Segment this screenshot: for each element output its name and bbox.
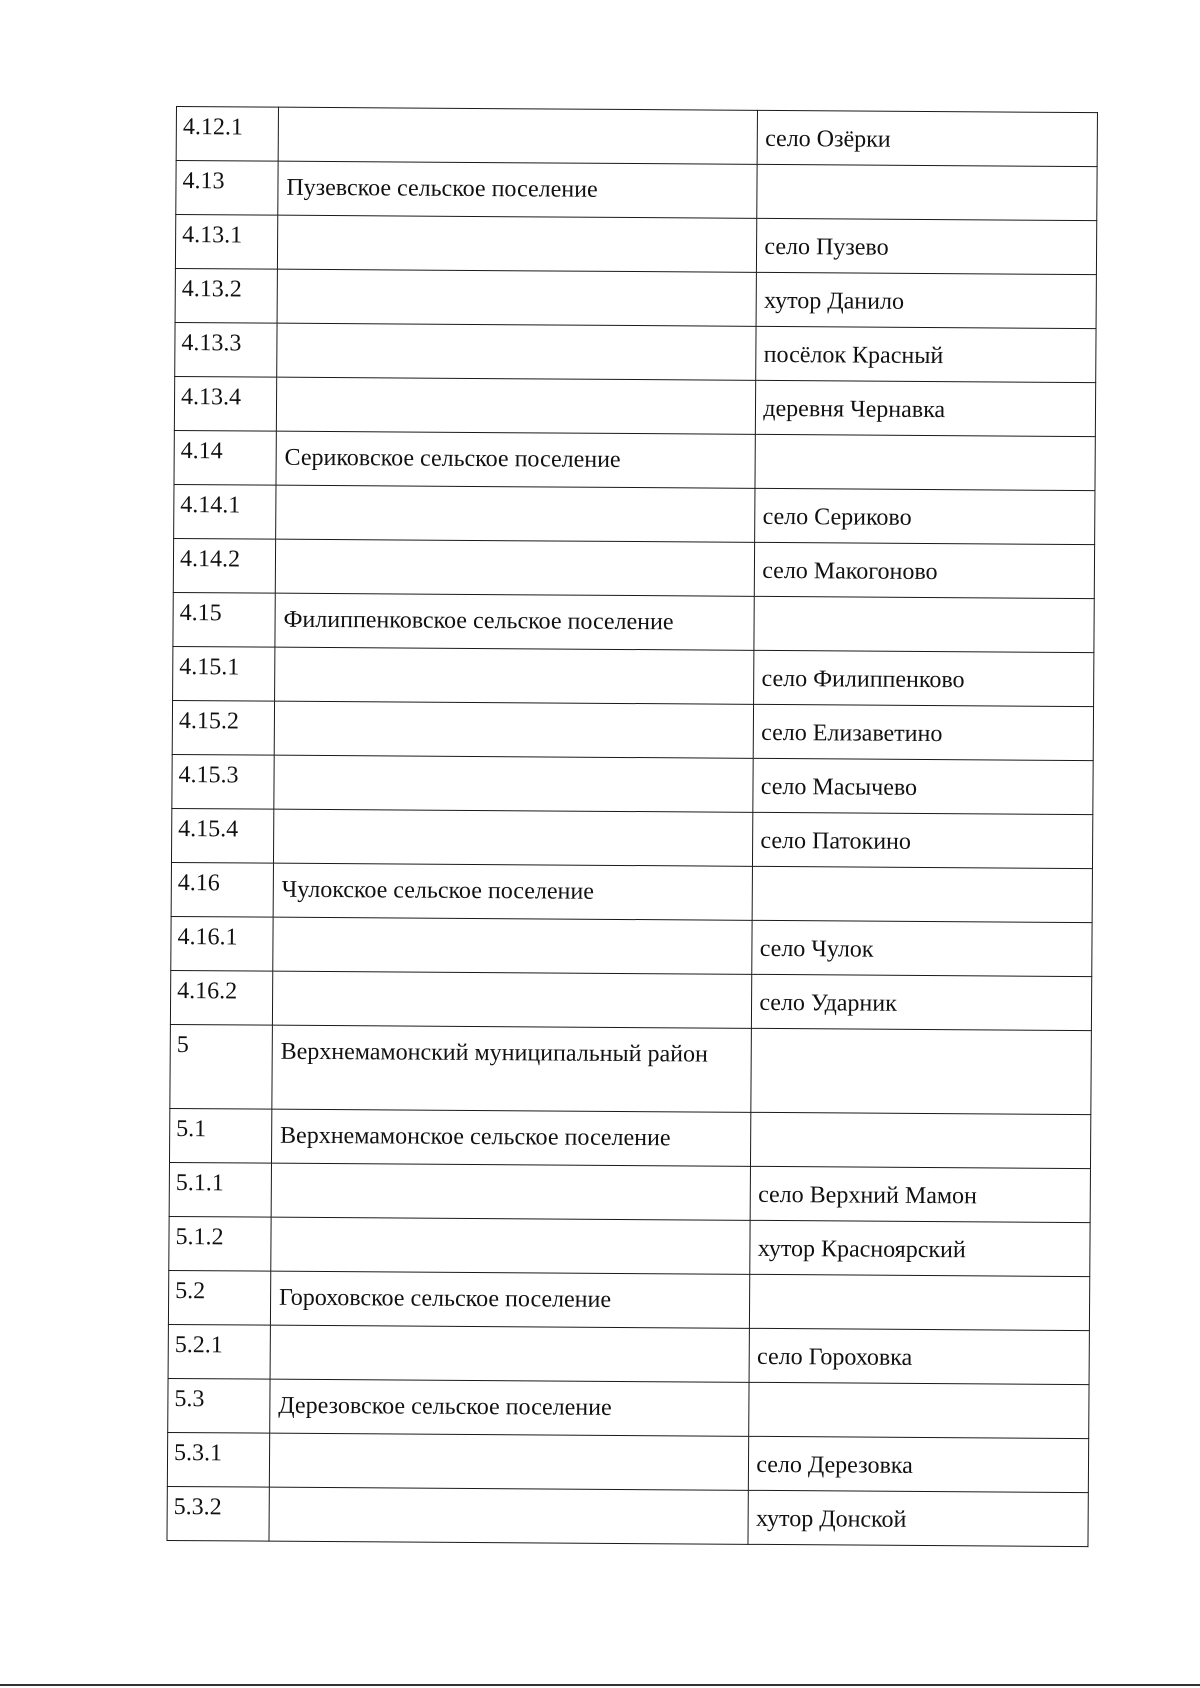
settlement-name: село Верхний Мамон [750,1166,1090,1222]
row-number: 5.1.2 [169,1216,271,1271]
table-row [169,1108,1090,1168]
table-row [175,322,1096,382]
municipality-name: Верхнемамонское сельское поселение [271,1109,751,1166]
table-row [171,862,1092,922]
municipality-name [270,1325,750,1382]
table-row [175,268,1096,328]
settlement-name [751,1112,1091,1168]
table-row [167,1432,1088,1492]
table-row [168,1378,1089,1438]
municipality-name [269,1487,749,1544]
municipality-name [273,809,753,866]
row-number: 4.12.1 [176,107,278,162]
row-number: 4.14.2 [173,538,275,593]
table-row [168,1324,1089,1384]
municipality-name [276,485,756,542]
table-row [169,1162,1090,1222]
row-number: 4.13.3 [175,322,277,377]
row-number: 4.16 [171,862,273,917]
municipality-name [278,107,758,164]
settlement-name [757,164,1097,220]
municipality-name [277,323,757,380]
settlement-name: посёлок Красный [756,326,1096,382]
municipality-name [271,1163,751,1220]
row-number: 5 [170,1024,272,1109]
municipality-name [275,539,755,596]
table-row [176,107,1097,167]
row-number: 4.15.3 [172,754,274,809]
row-number: 5.1.1 [169,1162,271,1217]
row-number: 4.16.1 [171,916,273,971]
settlement-name: село Макогоново [755,542,1095,598]
settlement-name: село Патокино [753,812,1093,868]
municipality-name: Сериковское сельское поселение [276,431,756,488]
table-row [175,215,1096,275]
municipality-name [274,701,754,758]
table-row [172,754,1093,814]
row-number: 4.13 [176,161,278,216]
settlement-name [754,596,1094,652]
row-number: 4.15.1 [173,646,275,701]
settlements-table [166,106,1097,1547]
row-number: 5.3.1 [167,1432,269,1487]
table-row [168,1270,1089,1330]
municipality-name: Верхнемамонский муниципальный район [272,1025,752,1112]
row-number: 4.15.2 [172,700,274,755]
table-row [174,376,1095,436]
municipality-name: Пузевское сельское поселение [278,161,758,218]
row-number: 5.1 [169,1108,271,1163]
settlement-name: хутор Донской [748,1490,1088,1546]
table-row [172,700,1093,760]
table-row [176,161,1097,221]
settlement-name: деревня Чернавка [756,380,1096,436]
row-number: 4.13.1 [175,215,277,270]
table-row [171,916,1092,976]
municipality-name [273,917,753,974]
table-row [169,1216,1090,1276]
row-number: 5.3.2 [167,1486,269,1541]
settlement-name: село Сериково [755,488,1095,544]
row-number: 4.15.4 [171,808,273,863]
table-row [174,430,1095,490]
row-number: 4.16.2 [170,970,272,1025]
table-row [173,592,1094,652]
municipality-name [274,647,754,704]
row-number: 5.2.1 [168,1324,270,1379]
table-row [173,538,1094,598]
municipality-name: Гороховское сельское поселение [270,1271,750,1328]
row-number: 4.14 [174,430,276,485]
row-number: 5.3 [168,1378,270,1433]
table-row [171,808,1092,868]
settlement-name: село Гороховка [749,1328,1089,1384]
municipality-name [274,755,754,812]
settlement-name: село Масычево [753,758,1093,814]
settlement-name: село Ударник [752,974,1092,1030]
settlement-name: село Озёрки [757,110,1097,166]
municipality-name [269,1433,749,1490]
row-number: 4.15 [173,592,275,647]
table-body [167,107,1097,1547]
municipality-name: Дерезовское сельское поселение [270,1379,750,1436]
row-number: 5.2 [168,1270,270,1325]
municipality-name: Филиппенковское сельское поселение [275,593,755,650]
municipality-name: Чулокское сельское поселение [273,863,753,920]
row-number: 4.13.4 [174,376,276,431]
settlement-name [752,866,1092,922]
table-row [170,1024,1092,1114]
municipality-name [277,215,757,272]
settlement-name: хутор Красноярский [750,1220,1090,1276]
table-row [170,970,1091,1030]
municipality-name [276,377,756,434]
settlement-name: село Чулок [752,920,1092,976]
municipality-name [277,269,757,326]
settlement-name: село Филиппенково [754,650,1094,706]
settlement-name: село Елизаветино [754,704,1094,760]
settlement-name [750,1274,1090,1330]
row-number: 4.13.2 [175,268,277,323]
settlement-name [749,1382,1089,1438]
page-bottom-rule [0,1684,1200,1686]
table-row [173,646,1094,706]
table-row [167,1486,1088,1546]
settlement-name: село Дерезовка [749,1436,1089,1492]
table-row [174,484,1095,544]
municipality-name [271,1217,751,1274]
row-number: 4.14.1 [174,484,276,539]
settlement-name: хутор Данило [756,272,1096,328]
settlement-name [751,1028,1091,1114]
municipality-name [272,971,752,1028]
settlement-name: село Пузево [757,218,1097,274]
settlement-name [755,434,1095,490]
